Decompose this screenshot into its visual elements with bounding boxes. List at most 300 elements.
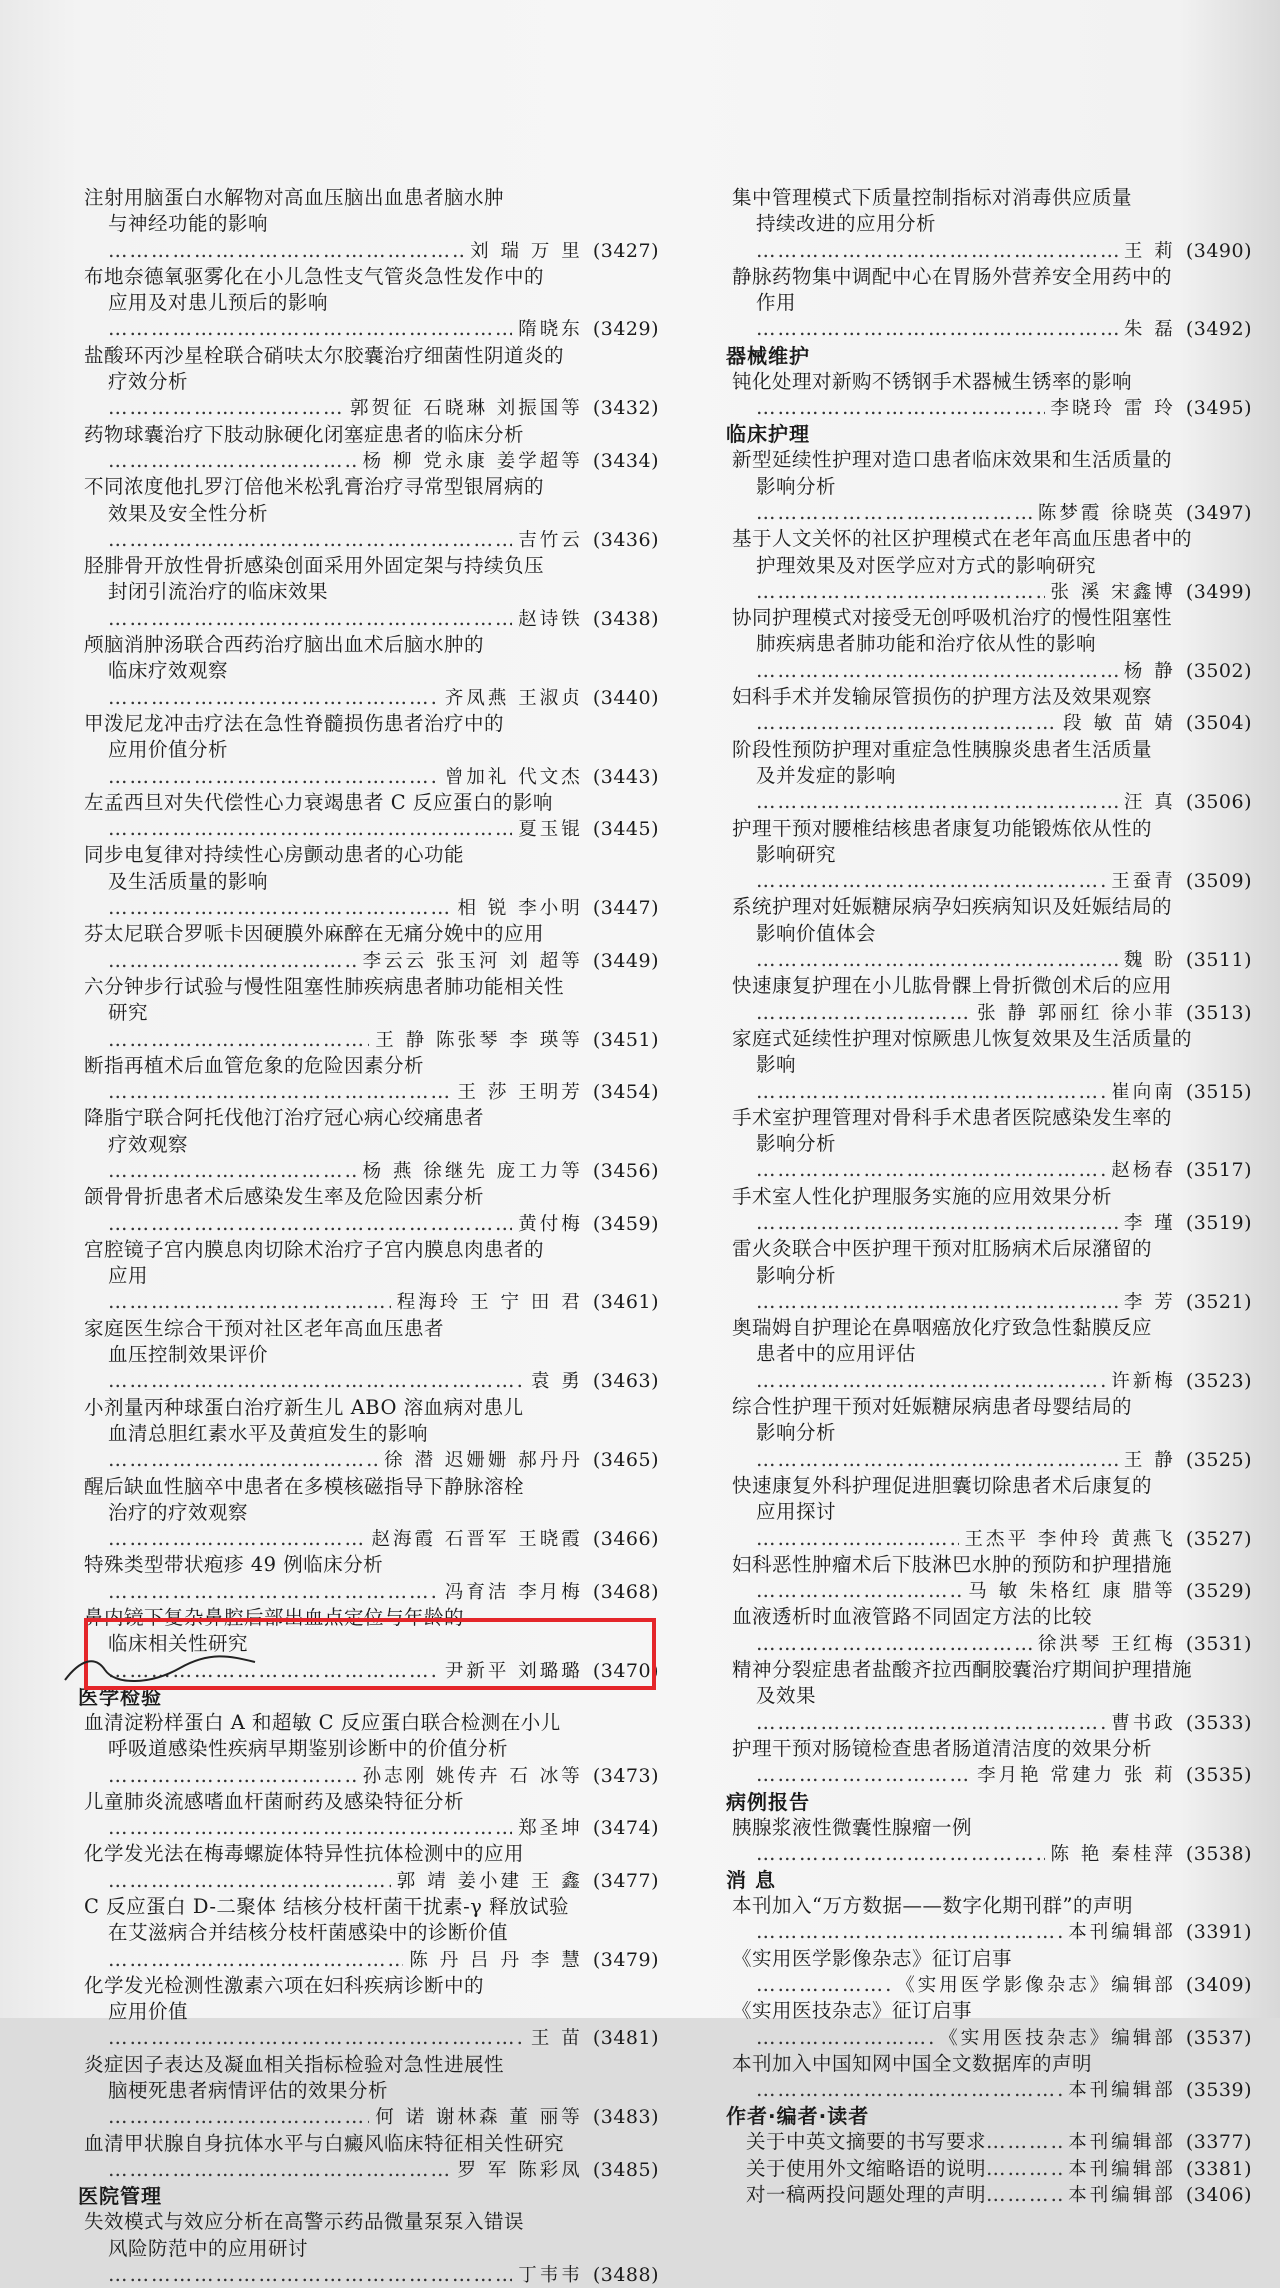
entry-authors: 王 静 陈张琴 李 瑛等 <box>375 1029 583 1051</box>
entry-title-line: 小剂量丙种球蛋白治疗新生儿 ABO 溶血病对患儿 <box>84 1395 524 1419</box>
entry-title-line: 断指再植术后血管危象的危险因素分析 <box>84 1053 425 1077</box>
entry-meta-line <box>732 316 1252 342</box>
entry-page-number: (3381) <box>1185 2157 1252 2180</box>
entry-authors: 隋晓东 <box>518 319 583 341</box>
toc-entry[interactable] <box>732 1315 1252 1394</box>
entry-meta-line <box>732 1841 1252 1867</box>
entry-meta-line <box>732 579 1252 605</box>
entry-authors: 《实用医技杂志》编辑部 <box>939 2027 1176 2049</box>
toc-entry[interactable] <box>732 1736 1252 1789</box>
entry-meta-line <box>84 2104 659 2130</box>
entry-title-line: 关于使用外文缩略语的说明 <box>746 2156 987 2180</box>
leader-dots <box>756 316 1118 342</box>
toc-entry[interactable] <box>84 1789 659 1842</box>
leader-dots <box>756 1210 1118 1236</box>
toc-entry[interactable] <box>732 2129 1252 2155</box>
entry-title-line: 应用探讨 <box>756 1500 837 1524</box>
toc-entry[interactable] <box>84 1053 659 1106</box>
entry-title-line: 基于人文关怀的社区护理模式在老年高血压患者中的 <box>732 527 1193 551</box>
toc-entry[interactable] <box>732 894 1252 973</box>
entry-title-line: 快速康复外科护理促进胆囊切除患者术后康复的 <box>732 1473 1153 1497</box>
entry-title-line: 及生活质量的影响 <box>108 869 269 893</box>
entry-meta-line <box>84 2157 659 2183</box>
entry-page-number: (3533) <box>1185 1711 1252 1734</box>
leader-dots <box>108 2157 452 2183</box>
toc-entry[interactable] <box>84 974 659 1053</box>
entry-meta-line <box>732 658 1252 684</box>
entry-meta-line <box>732 395 1252 421</box>
leader-dots <box>108 2262 512 2288</box>
leader-dots <box>108 1079 452 1105</box>
entry-meta-line <box>84 395 659 421</box>
entry-page-number: (3454) <box>592 1081 659 1104</box>
entry-page-number: (3465) <box>592 1449 659 1472</box>
entry-page-number: (3513) <box>1185 1001 1252 1024</box>
entry-authors: 朱 磊 <box>1123 319 1176 341</box>
entry-page-number: (3497) <box>1185 501 1252 524</box>
entry-meta-line <box>84 948 659 974</box>
toc-entry[interactable] <box>84 1894 659 1973</box>
entry-title-line: 影响分析 <box>756 1132 837 1156</box>
entry-meta-line <box>732 1710 1252 1736</box>
entry-meta-line <box>84 764 659 790</box>
entry-authors: 魏 盼 <box>1123 950 1176 972</box>
leader-dots <box>108 1947 403 1973</box>
toc-entry[interactable] <box>732 737 1252 816</box>
toc-entry[interactable] <box>84 1973 659 2052</box>
entry-title-line: 呼吸道感染性疾病早期鉴别诊断中的价值分析 <box>108 1737 509 1761</box>
entry-authors: 郭 靖 姜小建 王 鑫 <box>396 1870 583 1892</box>
toc-entry[interactable] <box>732 1657 1252 1736</box>
entry-page-number: (3479) <box>592 1948 659 1971</box>
leader-dots <box>756 658 1118 684</box>
toc-entry[interactable] <box>732 816 1252 895</box>
entry-title-line: 同步电复律对持续性心房颤动患者的心功能 <box>84 843 465 867</box>
entry-title-line: 本刊加入“万方数据——数字化期刊群”的声明 <box>732 1894 1133 1918</box>
entry-page-number: (3468) <box>592 1580 659 1603</box>
toc-entry[interactable] <box>732 1236 1252 1315</box>
entry-authors: 曾加礼 代文杰 <box>444 766 583 788</box>
entry-page-number: (3539) <box>1185 2079 1252 2102</box>
entry-title-line: 手术室人性化护理服务实施的应用效果分析 <box>732 1184 1113 1208</box>
entry-authors: 杨 柳 党永康 姜学超等 <box>362 450 583 472</box>
leader-dots <box>108 1526 366 1552</box>
entry-title-line: 胫腓骨开放性骨折感染创面采用外固定架与持续负压 <box>84 554 545 578</box>
entry-page-number: (3495) <box>1185 397 1252 420</box>
entry-meta-line <box>84 448 659 474</box>
entry-title-line: 影响 <box>756 1053 797 1077</box>
entry-title-line: 本刊加入中国知网中国全文数据库的声明 <box>732 2051 1093 2075</box>
entry-page-number: (3463) <box>592 1370 659 1393</box>
leader-dots <box>756 1526 959 1552</box>
entry-title-line: 甲泼尼龙冲击疗法在急性脊髓损伤患者治疗中的 <box>84 711 505 735</box>
entry-authors: 袁 勇 <box>530 1371 583 1393</box>
entry-title-line: 奥瑞姆自护理论在鼻咽癌放化疗致急性黏膜反应 <box>732 1316 1153 1340</box>
toc-entry[interactable] <box>732 447 1252 526</box>
entry-authors: 陈 丹 吕 丹 李 慧 <box>409 1949 583 1971</box>
section-heading: 消 息 <box>726 1868 776 1893</box>
entry-page-number: (3535) <box>1185 1764 1252 1787</box>
leader-dots <box>756 1762 971 1788</box>
entry-title-line: 护理效果及对医学应对方式的影响研究 <box>756 553 1097 577</box>
entry-title-line: 血清甲状腺自身抗体水平与白癜风临床特征相关性研究 <box>84 2131 565 2155</box>
entry-page-number: (3504) <box>1185 712 1252 735</box>
entry-title-line: 妇科手术并发输尿管损伤的护理方法及效果观察 <box>732 685 1153 709</box>
entry-title-line: 疗效分析 <box>108 370 189 394</box>
leader-dots <box>108 948 357 974</box>
leader-dots <box>756 1289 1118 1315</box>
entry-meta-line <box>732 868 1252 894</box>
entry-authors: 王 静 <box>1123 1449 1176 1471</box>
entry-title-line: 化学发光法在梅毒螺旋体特异性抗体检测中的应用 <box>84 1842 525 1866</box>
toc-entry[interactable] <box>84 1316 659 1395</box>
leader-dots <box>756 947 1118 973</box>
leader-dots <box>756 500 1032 526</box>
entry-meta-line <box>84 316 659 342</box>
toc-entry[interactable] <box>84 1710 659 1789</box>
entry-meta-line <box>732 2077 1252 2103</box>
entry-title-line: 与神经功能的影响 <box>108 212 269 236</box>
toc-column-right <box>726 185 1252 2208</box>
entry-title-line: 肺疾病患者肺功能和治疗依从性的影响 <box>756 632 1097 656</box>
entry-meta-line <box>84 1447 659 1473</box>
entry-title-line: 阶段性预防护理对重症急性胰腺炎患者生活质量 <box>732 737 1153 761</box>
entry-page-number: (3477) <box>592 1869 659 1892</box>
section-heading: 医学检验 <box>78 1684 162 1709</box>
entry-page-number: (3432) <box>592 397 659 420</box>
leader-dots <box>756 2025 933 2051</box>
toc-entry[interactable] <box>84 632 659 711</box>
entry-title-line: 《实用医学影像杂志》征订启事 <box>732 1946 1013 1970</box>
toc-entry[interactable] <box>732 1184 1252 1237</box>
entry-page-number: (3511) <box>1185 949 1252 972</box>
entry-title-line: 左孟西旦对失代偿性心力衰竭患者 C 反应蛋白的影响 <box>84 790 553 814</box>
entry-page-number: (3461) <box>592 1291 659 1314</box>
entry-meta-line <box>732 710 1252 736</box>
toc-entry[interactable] <box>84 1184 659 1237</box>
entry-title-line: 护理干预对肠镜检查患者肠道清洁度的效果分析 <box>732 1736 1153 1760</box>
entry-meta-line <box>732 1631 1252 1657</box>
entry-title-line: 封闭引流治疗的临床效果 <box>108 580 329 604</box>
entry-authors: 王杰平 李仲玲 黄燕飞 <box>964 1528 1176 1550</box>
toc-column-left <box>78 185 659 2288</box>
entry-title-line: 家庭医生综合干预对社区老年高血压患者 <box>84 1316 445 1340</box>
entry-title-line: 患者中的应用评估 <box>756 1342 917 1366</box>
entry-authors: 赵诗铁 <box>518 608 583 630</box>
entry-title-line: 关于中英文摘要的书写要求 <box>746 2130 987 2154</box>
entry-authors: 杨 静 <box>1123 660 1176 682</box>
entry-authors: 徐 潜 迟姗姗 郝丹丹 <box>384 1450 583 1472</box>
entry-title-line: 治疗的疗效观察 <box>108 1500 249 1524</box>
entry-authors: 相 锐 李小明 <box>457 898 583 920</box>
entry-authors: 王 苗 <box>530 2028 583 2050</box>
entry-meta-line <box>84 2262 659 2288</box>
toc-entry[interactable] <box>84 921 659 974</box>
leader-dots <box>756 1447 1118 1473</box>
toc-entry[interactable] <box>732 1893 1252 1946</box>
toc-entry[interactable] <box>732 1998 1252 2051</box>
entry-title-line: 家庭式延续性护理对惊厥患儿恢复效果及生活质量的 <box>732 1026 1193 1050</box>
entry-meta-line <box>732 1578 1252 1604</box>
entry-page-number: (3488) <box>592 2263 659 2286</box>
toc-entry[interactable] <box>84 711 659 790</box>
entry-title-line: 新型延续性护理对造口患者临床效果和生活质量的 <box>732 448 1173 472</box>
entry-page-number: (3521) <box>1185 1290 1252 1313</box>
entry-page-number: (3538) <box>1185 1842 1252 1865</box>
toc-entry[interactable] <box>84 2052 659 2131</box>
toc-entry[interactable] <box>84 1605 659 1684</box>
leader-dots <box>756 1841 1045 1867</box>
toc-entry[interactable] <box>732 2156 1252 2182</box>
entry-meta-line <box>84 1868 659 1894</box>
section-heading: 医院管理 <box>78 2184 162 2209</box>
toc-entry[interactable] <box>732 684 1252 737</box>
entry-meta-line <box>84 1368 659 1394</box>
entry-meta-line <box>732 1762 1252 1788</box>
entry-page-number: (3427) <box>592 239 659 262</box>
entry-title-line: 鼻内镜下复杂鼻腔后部出血点定位与年龄的 <box>84 1606 465 1630</box>
leader-dots <box>108 2025 525 2051</box>
leader-dots <box>108 448 357 474</box>
entry-title-line: 芬太尼联合罗哌卡因硬膜外麻醉在无痛分娩中的应用 <box>84 922 545 946</box>
entry-title-line: 应用及对患儿预后的影响 <box>108 291 329 315</box>
entry-meta-line <box>84 1947 659 1973</box>
entry-title-line: 失效模式与效应分析在高警示药品微量泵泵入错误 <box>84 2210 525 2234</box>
entry-meta-line <box>84 895 659 921</box>
entry-page-number: (3451) <box>592 1028 659 1051</box>
entry-page-number: (3492) <box>1185 318 1252 341</box>
entry-title-line: 手术室护理管理对骨科手术患者医院感染发生率的 <box>732 1105 1173 1129</box>
toc-entry[interactable] <box>732 1552 1252 1605</box>
leader-dots <box>108 1447 378 1473</box>
entry-title-line: 护理干预对腰椎结核患者康复功能锻炼依从性的 <box>732 816 1153 840</box>
entry-title-line: 宫腔镜子宫内膜息肉切除术治疗子宫内膜息肉患者的 <box>84 1237 545 1261</box>
entry-title-line: 精神分裂症患者盐酸齐拉西酮胶囊治疗期间护理措施 <box>732 1658 1193 1682</box>
entry-page-number: (3527) <box>1185 1527 1252 1550</box>
leader-dots <box>986 2156 1062 2182</box>
entry-authors: 杨 燕 徐继先 庞工力等 <box>362 1160 583 1182</box>
entry-authors: 曹书政 <box>1111 1712 1176 1734</box>
toc-entry[interactable] <box>84 343 659 422</box>
entry-title-line: 应用价值 <box>108 2000 189 2024</box>
entry-authors: 张 静 郭丽红 徐小菲 <box>977 1002 1176 1024</box>
toc-entry[interactable] <box>84 2209 659 2288</box>
entry-title-line: 及效果 <box>756 1684 817 1708</box>
toc-entry[interactable] <box>732 1105 1252 1184</box>
leader-dots <box>756 1157 1105 1183</box>
entry-title-line: 及并发症的影响 <box>756 763 897 787</box>
leader-dots <box>108 1027 369 1053</box>
entry-authors: 孙志刚 姚传卉 石 冰等 <box>362 1765 583 1787</box>
entry-page-number: (3499) <box>1185 580 1252 603</box>
toc-entry[interactable] <box>84 474 659 553</box>
entry-page-number: (3434) <box>592 449 659 472</box>
entry-title-line: 临床相关性研究 <box>108 1632 249 1656</box>
toc-entry[interactable] <box>732 1946 1252 1999</box>
entry-authors: 张 溪 宋鑫博 <box>1050 581 1176 603</box>
entry-page-number: (3502) <box>1185 659 1252 682</box>
entry-meta-line <box>84 816 659 842</box>
entry-authors: 郭贺征 石晓琳 刘振国等 <box>350 398 583 420</box>
entry-meta-line <box>84 606 659 632</box>
leader-dots <box>986 2129 1062 2155</box>
toc-entry[interactable] <box>84 1395 659 1474</box>
entry-meta-line <box>732 789 1252 815</box>
entry-page-number: (3490) <box>1185 239 1252 262</box>
entry-title-line: C 反应蛋白 D-二聚体 结核分枝杆菌干扰素-γ 释放试验 <box>84 1895 570 1918</box>
entry-meta-line <box>84 1579 659 1605</box>
entry-title-line: 化学发光检测性激素六项在妇科疾病诊断中的 <box>84 1973 485 1997</box>
toc-entry[interactable] <box>732 526 1252 605</box>
leader-dots <box>756 1079 1105 1105</box>
entry-title-line: 降脂宁联合阿托伐他汀治疗冠心病心绞痛患者 <box>84 1106 485 1130</box>
toc-entry[interactable] <box>84 1841 659 1894</box>
entry-page-number: (3443) <box>592 765 659 788</box>
entry-page-number: (3481) <box>592 2027 659 2050</box>
entry-page-number: (3537) <box>1185 2026 1252 2049</box>
entry-title-line: 对一稿两投问题处理的声明 <box>746 2183 987 2207</box>
entry-meta-line <box>732 1919 1252 1945</box>
entry-meta-line <box>732 1368 1252 1394</box>
leader-dots <box>108 316 512 342</box>
toc-entry[interactable] <box>732 1026 1252 1105</box>
entry-authors: 本刊编辑部 <box>1068 2185 1176 2207</box>
entry-page-number: (3429) <box>592 318 659 341</box>
leader-dots <box>108 895 452 921</box>
toc-entry[interactable] <box>84 790 659 843</box>
leader-dots <box>756 579 1045 605</box>
entry-authors: 段 敏 苗 婧 <box>1063 713 1176 735</box>
entry-meta-line <box>732 1210 1252 1236</box>
entry-title-line: 协同护理模式对接受无创呼吸机治疗的慢性阻塞性 <box>732 606 1173 630</box>
entry-meta-line <box>732 1079 1252 1105</box>
entry-title-line: 六分钟步行试验与慢性阻塞性肺疾病患者肺功能相关性 <box>84 974 565 998</box>
entry-title-line: 《实用医技杂志》征订启事 <box>732 1999 973 2023</box>
toc-entry[interactable] <box>84 1105 659 1184</box>
toc-entry[interactable] <box>732 1604 1252 1657</box>
entry-meta-line <box>732 2025 1252 2051</box>
toc-entry[interactable] <box>732 369 1252 422</box>
entry-authors: 李月艳 常建力 张 莉 <box>977 1765 1176 1787</box>
toc-entry[interactable] <box>732 264 1252 343</box>
entry-page-number: (3519) <box>1185 1211 1252 1234</box>
toc-entry[interactable] <box>732 1473 1252 1552</box>
entry-title-line: 效果及安全性分析 <box>108 501 269 525</box>
entry-title-line: 儿童肺炎流感嗜血杆菌耐药及感染特征分析 <box>84 1789 465 1813</box>
section-heading: 病例报告 <box>726 1789 810 1814</box>
entry-authors: 丁韦韦 <box>518 2264 583 2286</box>
toc-entry[interactable] <box>84 422 659 475</box>
entry-authors: 夏玉锟 <box>518 819 583 841</box>
toc-entry[interactable] <box>84 185 659 264</box>
entry-meta-line <box>84 1027 659 1053</box>
entry-title-line: 布地奈德氧驱雾化在小儿急性支气管炎急性发作中的 <box>84 264 545 288</box>
entry-meta-line <box>732 1972 1252 1998</box>
entry-authors: 本刊编辑部 <box>1068 2080 1176 2102</box>
entry-title-line: 血清淀粉样蛋白 A 和超敏 C 反应蛋白联合检测在小儿 <box>84 1710 561 1734</box>
toc-entry[interactable] <box>732 1815 1252 1868</box>
entry-meta-line <box>84 1079 659 1105</box>
toc-entry[interactable] <box>732 2182 1252 2208</box>
entry-authors: 罗 军 陈彩凤 <box>457 2159 583 2181</box>
toc-entry[interactable] <box>84 1237 659 1316</box>
entry-page-number: (3456) <box>592 1159 659 1182</box>
leader-dots <box>756 1919 1062 1945</box>
entry-page-number: (3459) <box>592 1212 659 1235</box>
entry-title-line: 影响分析 <box>756 1263 837 1287</box>
entry-meta-line <box>84 1526 659 1552</box>
entry-title-line: 作用 <box>756 291 797 315</box>
entry-meta-line <box>732 500 1252 526</box>
entry-authors: 尹新平 刘璐璐 <box>444 1660 583 1682</box>
toc-entry[interactable] <box>84 1474 659 1553</box>
entry-authors: 齐凤燕 王淑贞 <box>444 687 583 709</box>
toc-entry[interactable] <box>732 973 1252 1026</box>
toc-entry[interactable] <box>84 553 659 632</box>
entry-page-number: (3485) <box>592 2158 659 2181</box>
entry-page-number: (3531) <box>1185 1632 1252 1655</box>
entry-title-line: 不同浓度他扎罗汀倍他米松乳膏治疗寻常型银屑病的 <box>84 475 545 499</box>
toc-entry[interactable] <box>732 2051 1252 2104</box>
entry-authors: 汪 真 <box>1123 792 1176 814</box>
toc-entry[interactable] <box>84 842 659 921</box>
entry-authors: 李 芳 <box>1123 1291 1176 1313</box>
entry-title-line: 妇科恶性肿瘤术后下肢淋巴水肿的预防和护理措施 <box>732 1552 1173 1576</box>
toc-entry[interactable] <box>732 605 1252 684</box>
leader-dots <box>756 1000 971 1026</box>
entry-page-number: (3440) <box>592 686 659 709</box>
entry-page-number: (3515) <box>1185 1080 1252 1103</box>
entry-title-line: 系统护理对妊娠糖尿病孕妇疾病知识及妊娠结局的 <box>732 895 1173 919</box>
entry-title-line: 钝化处理对新购不锈钢手术器械生锈率的影响 <box>732 369 1133 393</box>
entry-title-line: 注射用脑蛋白水解物对高血压脑出血患者脑水肿 <box>84 186 505 209</box>
entry-meta-line <box>732 1157 1252 1183</box>
leader-dots <box>756 789 1118 815</box>
entry-page-number: (3445) <box>592 818 659 841</box>
entry-meta-line <box>732 947 1252 973</box>
toc-entry[interactable] <box>84 264 659 343</box>
section-heading: 作者·编者·读者 <box>726 2104 870 2129</box>
leader-dots <box>108 1868 391 1894</box>
leader-dots <box>108 238 464 264</box>
leader-dots <box>756 395 1045 421</box>
toc-entry[interactable] <box>84 2131 659 2184</box>
entry-title-line: 醒后缺血性脑卒中患者在多模核磁指导下静脉溶栓 <box>84 1474 525 1498</box>
toc-entry[interactable] <box>732 185 1252 264</box>
entry-title-line: 快速康复护理在小儿肱骨髁上骨折微创术后的应用 <box>732 974 1173 998</box>
section-heading: 器械维护 <box>726 343 810 368</box>
toc-entry[interactable] <box>732 1394 1252 1473</box>
entry-authors: 王 莉 <box>1123 240 1176 262</box>
entry-authors: 赵杨春 <box>1111 1160 1176 1182</box>
leader-dots <box>756 1710 1105 1736</box>
toc-entry[interactable] <box>84 1552 659 1605</box>
entry-meta-line <box>732 238 1252 264</box>
entry-title-line: 集中管理模式下质量控制指标对消毒供应质量 <box>732 186 1133 209</box>
entry-page-number: (3473) <box>592 1764 659 1787</box>
entry-title-line: 影响分析 <box>756 474 837 498</box>
leader-dots <box>756 868 1105 894</box>
entry-authors: 李晓玲 雷 玲 <box>1050 398 1176 420</box>
entry-title-line: 应用价值分析 <box>108 738 229 762</box>
entry-title-line: 影响价值体会 <box>756 921 877 945</box>
entry-title-line: 药物球囊治疗下肢动脉硬化闭塞症患者的临床分析 <box>84 422 525 446</box>
entry-meta-line <box>732 1000 1252 1026</box>
entry-meta-line <box>84 1815 659 1841</box>
leader-dots <box>108 764 439 790</box>
entry-authors: 崔向南 <box>1111 1081 1176 1103</box>
section-heading: 临床护理 <box>726 422 810 447</box>
